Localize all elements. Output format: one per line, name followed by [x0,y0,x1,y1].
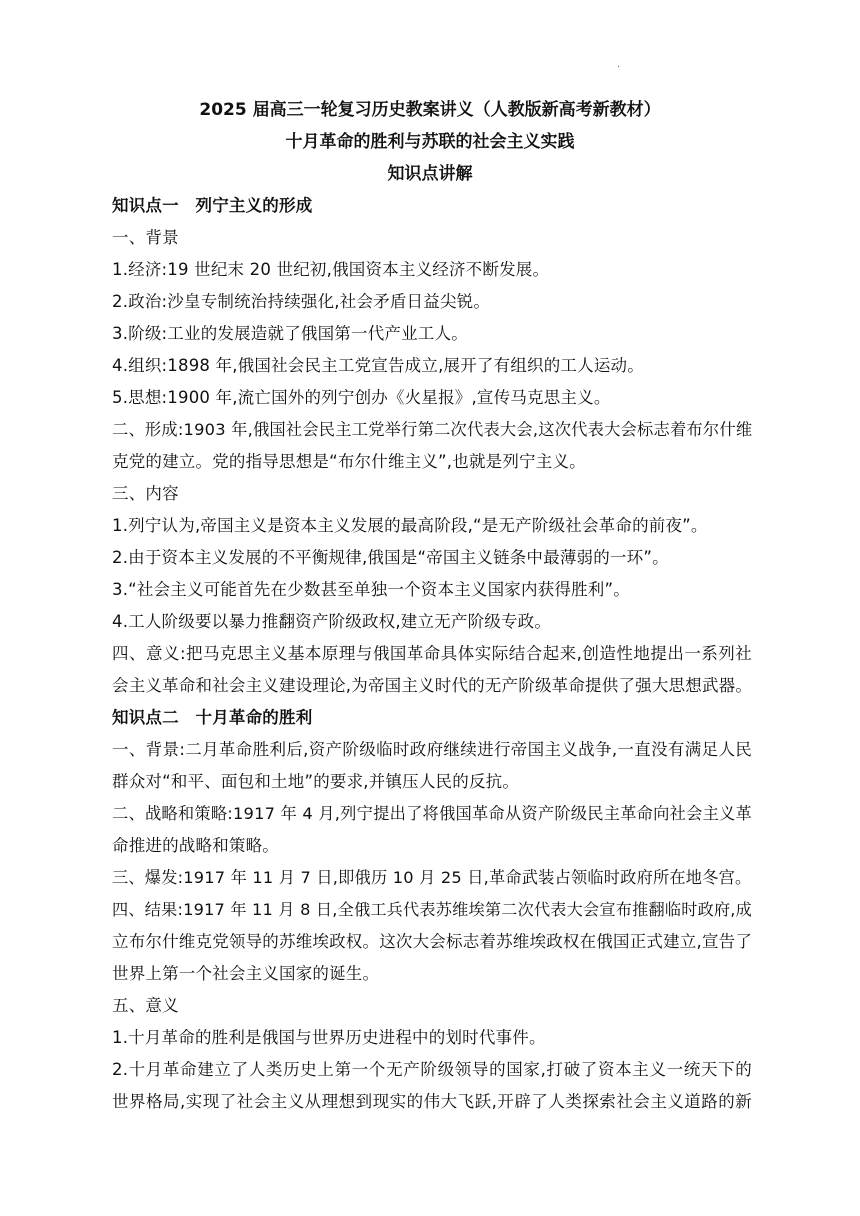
page-dot: · [617,62,621,73]
text-line: 四、结果:1917 年 11 月 8 日,全俄工兵代表苏维埃第二次代表大会宣布推翻临时政府,成 [112,900,752,919]
text-line: 命推进的战略和策略。 [112,836,279,855]
text-line: 世界上第一个社会主义国家的诞生。 [112,964,380,983]
section-title: 知识点讲解 [387,164,473,184]
text-line: 1.经济:19 世纪末 20 世纪初,俄国资本主义经济不断发展。 [112,260,550,279]
text-line: 克党的建立。党的指导思想是“布尔什维主义”,也就是列宁主义。 [112,452,586,471]
text-line: 1.列宁认为,帝国主义是资本主义发展的最高阶段,“是无产阶级社会革命的前夜”。 [112,516,708,535]
text-line: 群众对“和平、面包和土地”的要求,并镇压人民的反抗。 [112,772,520,791]
text-line: 二、形成:1903 年,俄国社会民主工党举行第二次代表大会,这次代表大会标志着布尔什维 [112,420,753,439]
text-line: 2.政治:沙皇专制统治持续强化,社会矛盾日益尖锐。 [112,292,491,311]
text-line: 1.十月革命的胜利是俄国与世界历史进程中的划时代事件。 [112,1028,546,1047]
text-line: 三、爆发:1917 年 11 月 7 日,即俄历 10 月 25 日,革命武装占领临时政府所在地冬宫。 [112,868,752,887]
document-subtitle: 十月革命的胜利与苏联的社会主义实践 [285,132,575,152]
text-line: 4.工人阶级要以暴力推翻资产阶级政权,建立无产阶级专政。 [112,612,552,631]
document-title: 2025 届高三一轮复习历史教案讲义（人教版新高考新教材） [199,100,661,120]
text-line: 一、背景 [112,228,179,247]
heading-knowledge-point-1: 知识点一 列宁主义的形成 [112,196,313,215]
text-line: 世界格局,实现了社会主义从理想到现实的伟大飞跃,开辟了人类探索社会主义道路的新 [112,1092,752,1111]
text-line: 4.组织:1898 年,俄国社会民主工党宣告成立,展开了有组织的工人运动。 [112,356,644,375]
text-line: 一、背景:二月革命胜利后,资产阶级临时政府继续进行帝国主义战争,一直没有满足人民 [112,740,752,759]
text-line: 2.十月革命建立了人类历史上第一个无产阶级领导的国家,打破了资本主义一统天下的 [112,1060,752,1079]
text-line: 3.“社会主义可能首先在少数甚至单独一个资本主义国家内获得胜利”。 [112,580,630,599]
text-line: 立布尔什维克党领导的苏维埃政权。这次大会标志着苏维埃政权在俄国正式建立,宣告了 [112,932,753,951]
text-line: 三、内容 [112,484,179,503]
text-line: 3.阶级:工业的发展造就了俄国第一代产业工人。 [112,324,468,343]
text-line: 会主义革命和社会主义建设理论,为帝国主义时代的无产阶级革命提供了强大思想武器。 [112,676,753,695]
text-line: 二、战略和策略:1917 年 4 月,列宁提出了将俄国革命从资产阶级民主革命向社会主义革 [112,804,752,823]
text-line: 五、意义 [112,996,179,1015]
heading-knowledge-point-2: 知识点二 十月革命的胜利 [112,708,313,727]
text-line: 2.由于资本主义发展的不平衡规律,俄国是“帝国主义链条中最薄弱的一环”。 [112,548,669,567]
text-line: 四、意义:把马克思主义基本原理与俄国革命具体实际结合起来,创造性地提出一系列社 [112,644,752,663]
text-line: 5.思想:1900 年,流亡国外的列宁创办《火星报》,宣传马克思主义。 [112,388,611,407]
